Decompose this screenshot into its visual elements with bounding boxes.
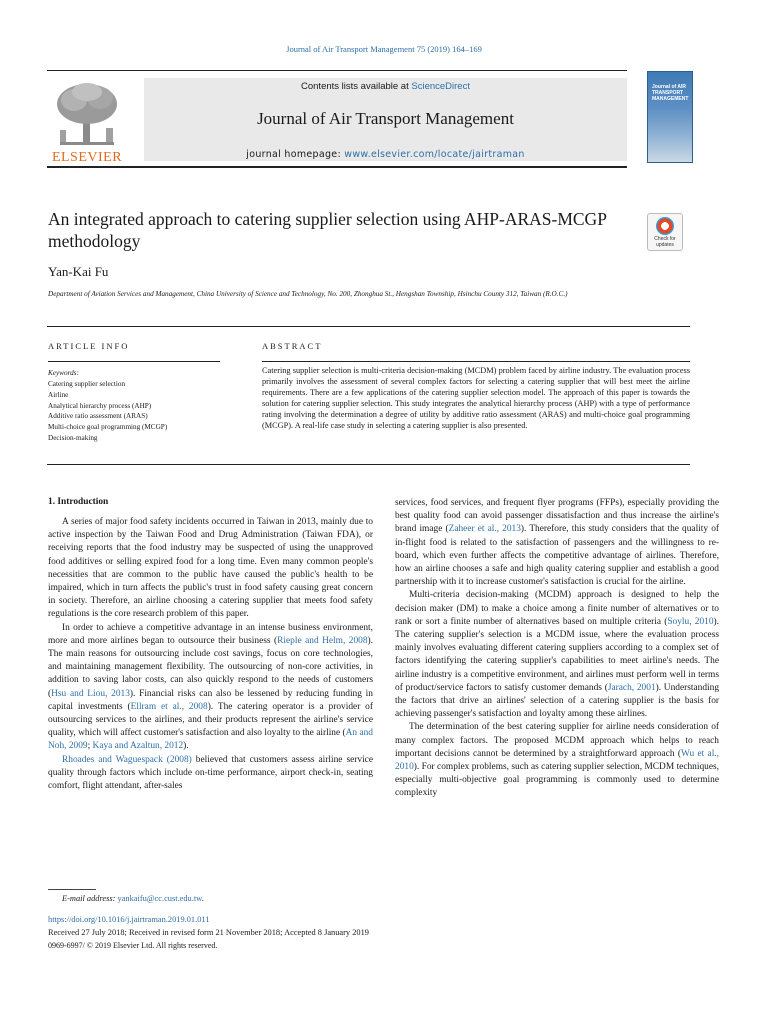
text-span: ;	[87, 741, 93, 752]
body-column-left	[48, 516, 373, 793]
article-info-rule	[48, 361, 220, 362]
check-for-updates-button[interactable]	[647, 213, 683, 251]
text-span: ). Financial risks can also be lessened by reducing funding in capital investments (	[48, 688, 373, 712]
elsevier-tree-icon	[48, 80, 126, 150]
author-name[interactable]: Yan-Kai Fu	[48, 264, 109, 279]
journal-cover-image[interactable]	[647, 71, 693, 163]
section-heading-introduction: 1. Introduction	[48, 497, 109, 507]
homepage-line	[144, 149, 627, 160]
keywords-label: Keywords:	[48, 369, 79, 377]
keyword-item: Decision-making	[48, 433, 98, 442]
text-span: ). The main reasons for outsourcing include cost savings, focus on core technologies, and maintaining management flexibility. The outsourcing of non-core activities, in addition to saving labor costs, can also quickly respond to the needs of customers (	[48, 635, 373, 699]
paragraph	[395, 721, 719, 800]
paragraph	[395, 497, 719, 589]
journal-citation-link[interactable]: Journal of Air Transport Management 75 (2019) 164–169	[286, 44, 482, 54]
citation-link[interactable]: Ellram et al., 2008	[130, 701, 208, 712]
text-span: ). Understanding the factors that drive an airlines' selection of a catering supplier is the basis for achieving passenger's satisfaction and loyalty among these airlines.	[395, 682, 720, 720]
citation-link[interactable]: Zaheer et al., 2013	[448, 524, 521, 535]
keywords-list	[48, 379, 167, 444]
citation-link[interactable]: Wu et al., 2010	[395, 748, 719, 773]
author-affiliation: Department of Aviation Services and Management, China University of Science and Technology, No. 200, Zhonghua St., Hengshan Township, Hsinchu County 312, Taiwan (R.O.C.)	[48, 290, 568, 298]
keyword-item: Catering supplier selection	[48, 380, 126, 388]
journal-cover-title: Journal of AIR TRANSPORT MANAGEMENT	[652, 84, 689, 102]
text-span: services, food services, and frequent flyer programs (FFPs), especially providing the best quality food can avoid passenger dissatisfaction and thus increase the airline's brand image (	[395, 498, 719, 535]
citation-link[interactable]: Jarach, 2001	[607, 682, 656, 693]
citation-link[interactable]: Soylu, 2010	[667, 616, 714, 627]
email-label: E-mail address:	[62, 894, 116, 903]
homepage-link[interactable]: www.elsevier.com/locate/jairtraman	[344, 149, 525, 160]
citation-link[interactable]: Rieple and Helm, 2008	[277, 635, 368, 646]
received-dates: Received 27 July 2018; Received in revised form 21 November 2018; Accepted 8 January 2019	[48, 928, 369, 937]
abstract-text: Catering supplier selection is multi-criteria decision-making (MCDM) problem faced by airline industry. The evaluation process primarily involves the assessment of several complex factors for selecting a catering supplier that will best meet the airline requirements. There are a few applications of the catering supplier selection model. The approach of this paper is towards the solution for catering supplier selection. This study integrates the analytical hierarchy process (AHP) with a type of performance rating involving the determination a degree of utility by additive ratio assessment (ARAS) and multi-choice goal programming (MCGP). A real-life case study in selecting a catering supplier is also presented.	[262, 366, 690, 430]
paragraph: A series of major food safety incidents occurred in Taiwan in 2013, mainly due to active inspection by the Taiwan Food and Drug Administration (Taiwan FDA), or receiving reports that the food industry may be suspected of using the unapproved food additives or selling expired food for a long time. Even many common people's necessities that are common to the public have caused the public's health to be impaired, which in turn affects the public's trust in food safety causing great concern in society. Therefore, an airline choosing a catering supplier that meets food safety regulations is the core research problem of this paper.	[48, 517, 373, 620]
keyword-item: Airline	[48, 390, 69, 399]
text-span: ).	[183, 741, 189, 752]
abstract-rule	[262, 361, 690, 362]
text-span: Multi-criteria decision-making (MCDM) approach is designed to help the decision maker (DM) to make a choice among a finite number of alternatives or to rank or sort a finite number of alternatives based on multiple criteria (	[395, 590, 719, 627]
citation-link[interactable]: Kaya and Azaltun, 2012	[92, 741, 184, 752]
text-span: ). The catering operator is a provider of outsourcing services to the airlines, and their products represent the airline's service quality, which will affect customer's satisfaction and also loyalty to the airline (	[48, 701, 373, 739]
sciencedirect-link[interactable]: ScienceDirect	[411, 81, 470, 92]
email-suffix: .	[201, 894, 204, 903]
text-span: The determination of the best catering supplier for airline needs consideration of many complex factors. The proposed MCDM approach which helps to reach important decisions cannot be determined by a straightforward approach (	[395, 722, 719, 759]
keyword-item: Analytical hierarchy process (AHP)	[48, 401, 152, 410]
header-rule	[47, 70, 627, 71]
article-title: An integrated approach to catering supplier selection using AHP-ARAS-MCGP methodology	[48, 209, 607, 251]
article-info-heading: ARTICLE INFO	[48, 341, 130, 351]
check-updates-icon	[656, 217, 674, 235]
elsevier-logo	[48, 80, 126, 166]
contents-line	[144, 81, 627, 92]
email-footnote	[62, 894, 204, 903]
footnote-rule	[48, 889, 96, 890]
elsevier-wordmark: ELSEVIER	[51, 150, 123, 165]
paragraph	[48, 622, 373, 754]
affiliation-rule	[47, 326, 690, 327]
journal-banner	[144, 78, 627, 161]
citation-link[interactable]: Hsu and Liou, 2013	[51, 688, 130, 699]
citation-link[interactable]: Rhoades and Waguespack (2008)	[62, 754, 192, 765]
keyword-item: Additive ratio assessment (ARAS)	[48, 412, 148, 421]
doi-link[interactable]: https://doi.org/10.1016/j.jairtraman.2019.01.011	[48, 915, 210, 924]
body-column-right	[395, 497, 719, 801]
keyword-item: Multi-choice goal programming (MCGP)	[48, 423, 168, 432]
contents-prefix: Contents lists available at	[301, 81, 412, 92]
text-span: In order to achieve a competitive advantage in an intense business environment, more and more airlines began to outsource their business (	[48, 622, 373, 646]
paragraph	[395, 589, 719, 721]
citation-link[interactable]: An and Noh, 2009	[48, 728, 373, 752]
text-span: ). Therefore, this study considers that the quality of in-flight food is related to the satisfaction of passengers and the willingness to re-board, which even further affects the competitive advantage of airlines. Therefore, how an airline chooses a safe and high quality catering supplier and establish a good partnership with it to increase customer's satisfaction is crucial for the airline.	[395, 524, 720, 588]
check-updates-label: Check for updates	[654, 236, 676, 248]
paragraph	[48, 754, 373, 794]
email-link[interactable]: yankaifu@cc.cust.edu.tw	[117, 894, 202, 903]
abstract-bottom-rule	[47, 464, 690, 465]
copyright-notice: 0969-6997/ © 2019 Elsevier Ltd. All rights reserved.	[48, 941, 218, 950]
homepage-prefix: journal homepage:	[246, 149, 345, 160]
journal-title: Journal of Air Transport Management	[257, 109, 514, 128]
text-span: believed that customers assess airline service quality through factors which include on-time performance, airport check-in, seating comfort, flight attendant, after-sales	[48, 754, 373, 792]
text-span: ). The catering supplier's selection is a MCDM issue, where the evaluation process mainly involves evaluating different catering suppliers according to a complex set of factors identifying the catering supplier's capabilities to meet airline's needs. The airline industry is a competitive environment, and airlines must perform well in terms of product/service factors to satisfy customer demands (	[395, 616, 720, 693]
abstract-heading: ABSTRACT	[262, 341, 323, 351]
banner-bottom-rule	[47, 166, 627, 168]
text-span: ). For complex problems, such as catering supplier selection, MCDM techniques, especially multi-objective goal programming is commonly used to determine complexity	[395, 762, 719, 799]
